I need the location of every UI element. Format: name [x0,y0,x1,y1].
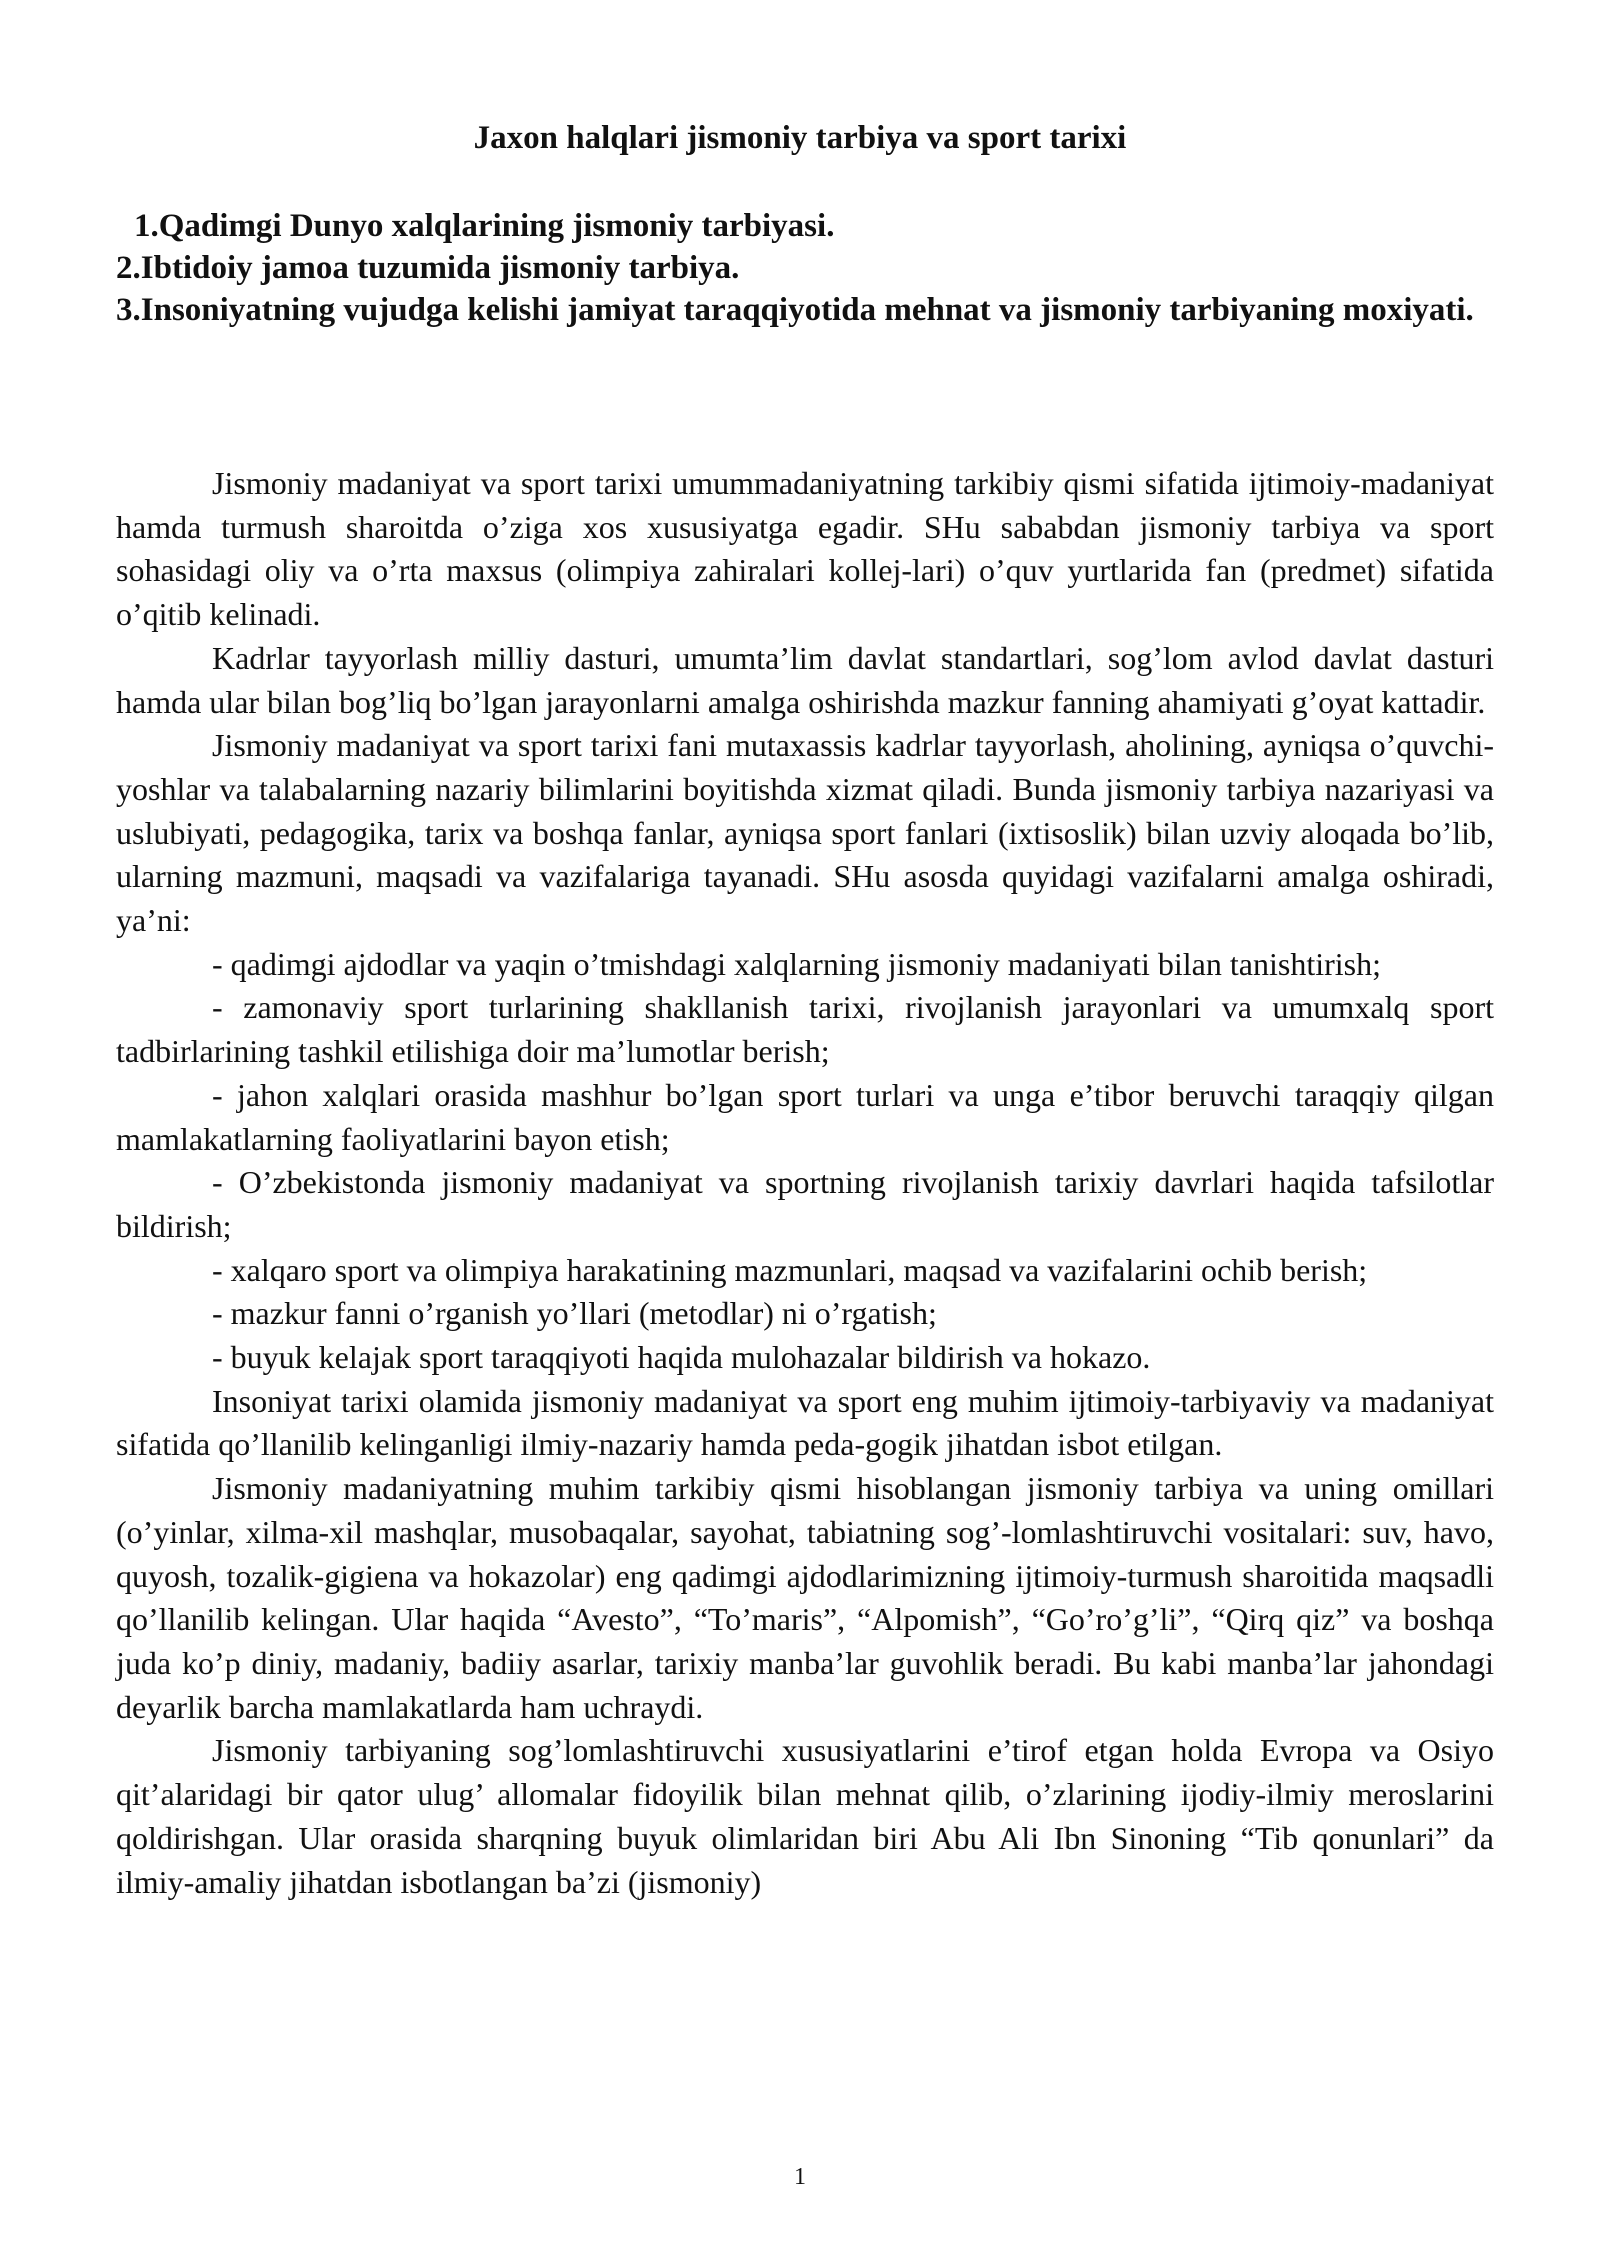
bullet-item-1: - qadimgi ajdodlar va yaqin o’tmishdagi xalqlarning jismoniy madaniyati bilan tanishtirish; [212,945,1381,982]
paragraph-3: Jismoniy madaniyat va sport tarixi fani mutaxassis kadrlar tayyorlash, aholining, ayniqsa o’quvchi-yoshlar va talabalarning nazariy bilimlarini boyitishda xizmat qiladi. Bunda jismoniy tarbiya nazariyasi va uslubiyati, pedagogika, tarix va boshqa fanlar, ayniqsa sport fanlari (ixtisoslik) bilan uzviy aloqada bo’lib, ularning mazmuni, maqsadi va vazifalariga tayanadi. SHu asosda quyidagi vazifalarni amalga oshiradi, ya’ni: [116,727,1494,939]
paragraph-6: Jismoniy tarbiyaning sog’lomlashtiruvchi xususiyatlarini e’tirof etgan holda Evropa va Osiyo qit’alaridagi bir qator ulug’ allomalar fidoyilik bilan mehnat qilib, o’zlarining ijodiy-ilmiy meroslarini qoldirishgan. Ular orasida sharqning buyuk olimlaridan biri Abu Ali Ibn Sinoning “Tib qonunlari” da ilmiy-amaliy jihatdan isbotlangan ba’zi (jismoniy) [116,1732,1494,1900]
paragraph-5: Jismoniy madaniyatning muhim tarkibiy qismi hisoblangan jismoniy tarbiya va uning omillari (o’yinlar, xilma-xil mashqlar, musobaqalar, sayohat, tabiatning sog’-lomlashtiruvchi vositalari: suv, havo, quyosh, tozalik-gigiena va hokazolar) eng qadimgi ajdodlarimizning ijtimoiy-turmush sharoitida maqsadli qo’llanilib kelingan. Ular haqida “Avesto”, “To’maris”, “Alpomish”, “Go’ro’g’li”, “Qirq qiz” va boshqa juda ko’p diniy, madaniy, badiiy asarlar, tarixiy manba’lar guvohlik beradi. Bu kabi manba’lar jahondagi deyarlik barcha mamlakatlarda ham uchraydi. [116,1470,1494,1725]
bullet-item-2: - zamonaviy sport turlarining shakllanish tarixi, rivojlanish jarayonlari va umumxalq sport tadbirlarining tashkil etilishiga doir ma’lumotlar berish; [116,989,1494,1070]
bullet-item-7: - buyuk kelajak sport taraqqiyoti haqida mulohazalar bildirish va hokazo. [212,1339,1151,1376]
document-title: Jaxon halqlari jismoniy tarbiya va sport tarixi [473,120,1127,156]
paragraph-2: Kadrlar tayyorlash milliy dasturi, umumta’lim davlat standartlari, sog’lom avlod davlat dasturi hamda ular bilan bog’liq bo’lgan jarayonlarni amalga oshirishda mazkur fanning ahamiyati g’oyat kattadir. [116,639,1494,720]
topic-item-2: 2.Ibtidoiy jamoa tuzumida jismoniy tarbiya. [116,250,740,286]
topic-item-1: 1.Qadimgi Dunyo xalqlarining jismoniy tarbiyasi. [134,208,835,244]
bullet-item-5: - xalqaro sport va olimpiya harakatining mazmunlari, maqsad va vazifalarini ochib berish; [212,1251,1368,1288]
paragraph-1: Jismoniy madaniyat va sport tarixi umummadaniyatning tarkibiy qismi sifatida ijtimoiy-madaniyat hamda turmush sharoitda o’ziga xos xususiyatga egadir. SHu sababdan jismoniy tarbiya va sport sohasidagi oliy va o’rta maxsus (olimpiya zahiralari kollej-lari) o’quv yurtlarida fan (predmet) sifatida o’qitib kelinadi. [116,465,1494,633]
document-body [116,462,1494,1904]
bullet-item-6: - mazkur fanni o’rganish yo’llari (metodlar) ni o’rgatish; [212,1295,937,1332]
bullet-item-3: - jahon xalqlari orasida mashhur bo’lgan sport turlari va unga e’tibor beruvchi taraqqiy qilgan mamlakatlarning faoliyatlarini bayon etish; [116,1076,1494,1157]
paragraph-4: Insoniyat tarixi olamida jismoniy madaniyat va sport eng muhim ijtimoiy-tarbiyaviy va madaniyat sifatida qo’llanilib kelinganligi ilmiy-nazariy hamda peda-gogik jihatdan isbot etilgan. [116,1382,1494,1463]
bullet-item-4: - O’zbekistonda jismoniy madaniyat va sportning rivojlanish tarixiy davrlari haqida tafsilotlar bildirish; [116,1164,1494,1244]
topic-item-3: 3.Insoniyatning vujudga kelishi jamiyat taraqqiyotida mehnat va jismoniy tarbiyaning moxiyati. [116,292,1474,328]
page-number: 1 [794,2164,806,2190]
topic-list [116,205,1496,331]
